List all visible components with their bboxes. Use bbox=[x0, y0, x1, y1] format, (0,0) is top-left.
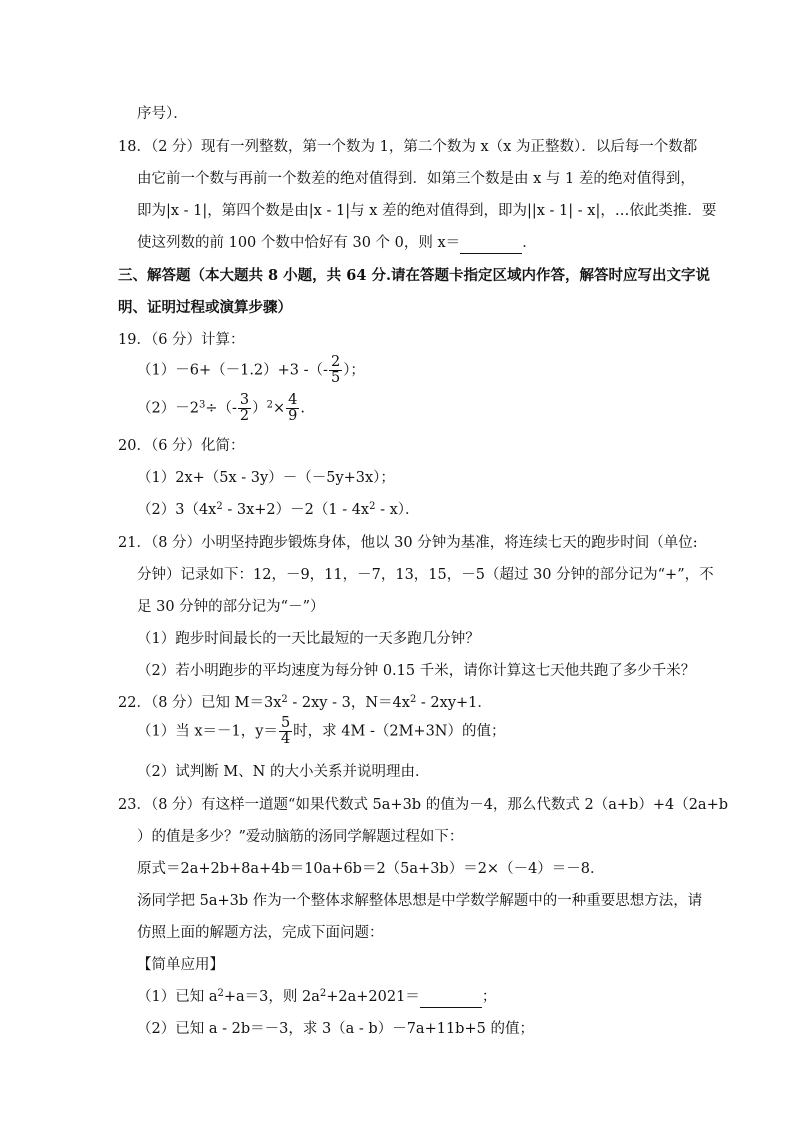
q19-part-1 bbox=[137, 355, 365, 386]
q20-heading: 20．（6 分）化简： bbox=[118, 438, 245, 454]
q19-p1-b: ）； bbox=[343, 362, 365, 379]
q21-part-2: （2）若小明跑步的平均速度为每分钟 0.15 千米，请你计算这七天他共跑了多少千米？ bbox=[137, 663, 696, 679]
q18-line-3: 即为|x - 1|，第四个数是由|x - 1|与 x 差的绝对值得到，即为||x - 1| - x|，…依此类推．要 bbox=[137, 203, 717, 219]
q20-part-2: $(2)3(4x^2 - 3x+2)-2(1 - 4x^2 - x)$． bbox=[137, 501, 420, 518]
q22-part-2: （2）试判断 M、N 的大小关系并说明理由． bbox=[137, 764, 430, 780]
q21-line-2: 分钟）记录如下：12，－9，11，－7，13，15，－5（超过 30 分钟的部分记为“+”，不 bbox=[137, 567, 714, 583]
q21-part-1: （1）跑步时间最长的一天比最短的一天多跑几分钟？ bbox=[137, 631, 480, 647]
q18-line-4 bbox=[137, 233, 537, 254]
fraction: $\frac{3}{2}$ bbox=[239, 392, 250, 424]
q18-line-2: 由它前一个数与再前一个数差的绝对值得到．如第三个数是由 x 与 1 差的绝对值得到， bbox=[137, 171, 695, 187]
fraction: $\frac{2}{5}$ bbox=[330, 354, 341, 386]
q21-line-3: 足 30 分钟的部分记为“－”） bbox=[137, 599, 325, 615]
q23-part-1: （1）已知 $a^2+a=3$，则 $2a^2+2a+2021=$ ； bbox=[137, 987, 496, 1008]
q23-line-3: 原式＝2a+2b+8a+4b＝10a+6b＝2（5a+3b）＝2×（－4）＝－8． bbox=[137, 861, 605, 877]
fraction: $\frac{5}{4}$ bbox=[280, 715, 291, 747]
q18-line-4-end: ． bbox=[522, 235, 537, 251]
q23-line-5: 仿照上面的解题方法，完成下面问题： bbox=[137, 925, 384, 941]
q23-part-2: （2）已知 a - 2b＝－3，求 3（a - b）－7a+11b+5 的值； bbox=[137, 1021, 534, 1037]
q18-line-4-text: 使这列数的前 100 个数中恰好有 30 个 0，则 x＝ bbox=[137, 235, 461, 251]
answer-blank bbox=[420, 987, 482, 1008]
q23-line-2: ）的值是多少？”爱动脑筋的汤同学解题过程如下： bbox=[137, 829, 464, 845]
subsection-heading: 【简单应用】 bbox=[137, 957, 224, 973]
fraction: $\frac{4}{9}$ bbox=[288, 392, 298, 424]
q19-heading: 19．（6 分）计算： bbox=[118, 332, 245, 348]
q22-part-1: （1）当 x＝－1，y＝ $\frac{5}{4}$ 时，求 4M -（2M+3N）的值； bbox=[137, 715, 506, 747]
answer-blank bbox=[460, 233, 522, 254]
continued-text: 序号）． bbox=[137, 106, 188, 122]
q20-part-1: （1）2x+（5x - 3y）－（－5y+3x）； bbox=[137, 470, 395, 486]
q23-line-1: 23．（8 分）有这样一道题“如果代数式 5a+3b 的值为－4，那么代数式 2（a+b）+4（2a+b bbox=[118, 797, 729, 813]
q21-line-1: 21．（8 分）小明坚持跑步锻炼身体，他以 30 分钟为基准，将连续七天的跑步时间（单位: bbox=[118, 535, 698, 551]
q19-part-2: $(2)-2^3\div(-$ $\frac{3}{2}$ ）$^2$× $\frac{4}{9}$ . bbox=[137, 392, 305, 424]
q18-line-1: 18．（2 分）现有一列整数，第一个数为 1，第二个数为 x（x 为正整数）．以后每一个数都 bbox=[118, 139, 698, 155]
q19-p1-a: （1）－6+（－1.2）+3 -（- bbox=[137, 362, 328, 379]
section-3-heading-line-1: 三、解答题（本大题共 8 小题，共 64 分.请在答题卡指定区域内作答，解答时应写出文字说 bbox=[118, 267, 711, 284]
q23-line-4: 汤同学把 5a+3b 作为一个整体求解整体思想是中学数学解题中的一种重要思想方法，请 bbox=[137, 893, 703, 909]
section-3-heading-line-2: 明、证明过程或演算步骤） bbox=[118, 299, 292, 316]
q22-line-1: 22．（8 分）已知 $M=3x^2 - 2xy - 3$，$N=4x^2 - 2xy+1$． bbox=[118, 694, 492, 711]
